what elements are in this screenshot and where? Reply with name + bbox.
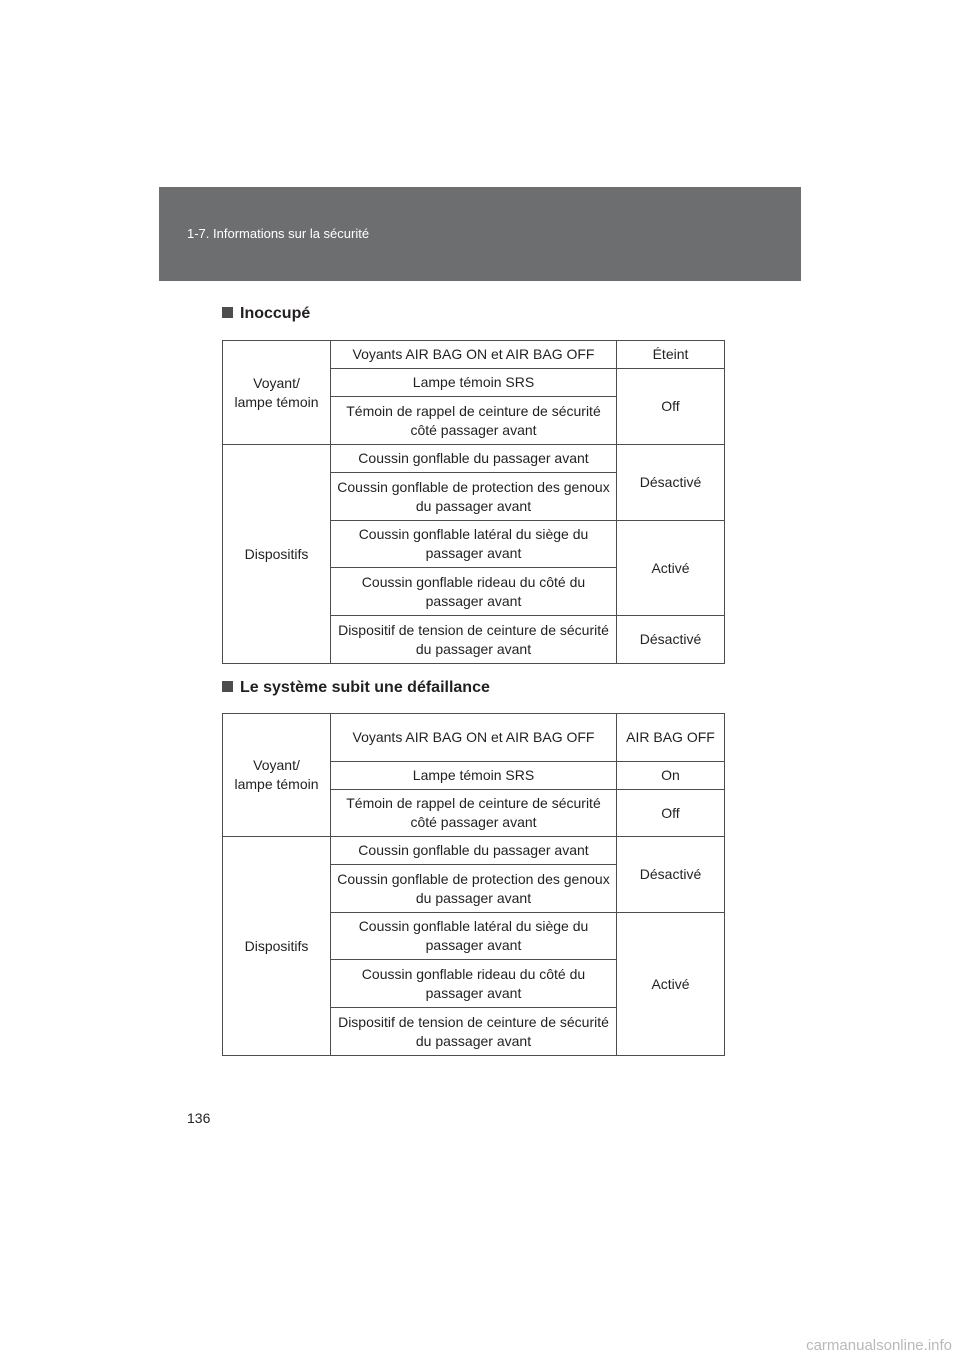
row-label: Dispositif de tension de ceinture de sécurité du passager avant <box>331 616 617 664</box>
row-value: Désactivé <box>617 837 725 913</box>
row-value: On <box>617 762 725 790</box>
row-value: Activé <box>617 913 725 1056</box>
square-bullet-icon <box>222 307 233 318</box>
section-title-defaillance <box>222 679 490 697</box>
row-value: Éteint <box>617 341 725 369</box>
row-label: Coussin gonflable latéral du siège du passager avant <box>331 521 617 568</box>
row-value: Désactivé <box>617 445 725 521</box>
square-bullet-icon <box>222 681 233 692</box>
table-row <box>223 341 725 369</box>
table-inoccupe <box>222 340 725 664</box>
section-title-text: Le système subit une défaillance <box>240 679 490 696</box>
row-value: Désactivé <box>617 616 725 664</box>
row-value: Activé <box>617 521 725 616</box>
row-label: Lampe témoin SRS <box>331 762 617 790</box>
row-value: AIR BAG OFF <box>617 714 725 762</box>
section-title-text: Inoccupé <box>240 305 311 322</box>
section-title-inoccupe <box>222 305 310 323</box>
page-header <box>159 187 801 281</box>
row-label: Lampe témoin SRS <box>331 369 617 397</box>
row-label: Coussin gonflable rideau du côté du passager avant <box>331 960 617 1008</box>
row-label: Coussin gonflable de protection des genoux du passager avant <box>331 865 617 913</box>
header-title: 1-7. Informations sur la sécurité <box>187 226 370 241</box>
row-label: Coussin gonflable du passager avant <box>331 837 617 865</box>
col-dispositifs: Dispositifs <box>223 837 331 1056</box>
table-row <box>223 714 725 762</box>
page-number: 136 <box>187 1110 211 1126</box>
watermark: carmanualsonline.info <box>806 1337 952 1354</box>
row-label: Coussin gonflable du passager avant <box>331 445 617 473</box>
row-label: Coussin gonflable latéral du siège du passager avant <box>331 913 617 960</box>
table-row <box>223 837 725 865</box>
row-label: Dispositif de tension de ceinture de sécurité du passager avant <box>331 1008 617 1056</box>
row-label: Témoin de rappel de ceinture de sécurité côté passager avant <box>331 397 617 445</box>
row-value: Off <box>617 369 725 445</box>
table-row <box>223 445 725 473</box>
row-label: Voyants AIR BAG ON et AIR BAG OFF <box>331 714 617 762</box>
row-label: Coussin gonflable de protection des genoux du passager avant <box>331 473 617 521</box>
row-label: Témoin de rappel de ceinture de sécurité côté passager avant <box>331 790 617 837</box>
col-voyant: Voyant/ lampe témoin <box>223 714 331 837</box>
row-label: Voyants AIR BAG ON et AIR BAG OFF <box>331 341 617 369</box>
table-defaillance <box>222 713 725 1056</box>
row-value: Off <box>617 790 725 837</box>
col-voyant: Voyant/ lampe témoin <box>223 341 331 445</box>
col-dispositifs: Dispositifs <box>223 445 331 664</box>
row-label: Coussin gonflable rideau du côté du passager avant <box>331 568 617 616</box>
